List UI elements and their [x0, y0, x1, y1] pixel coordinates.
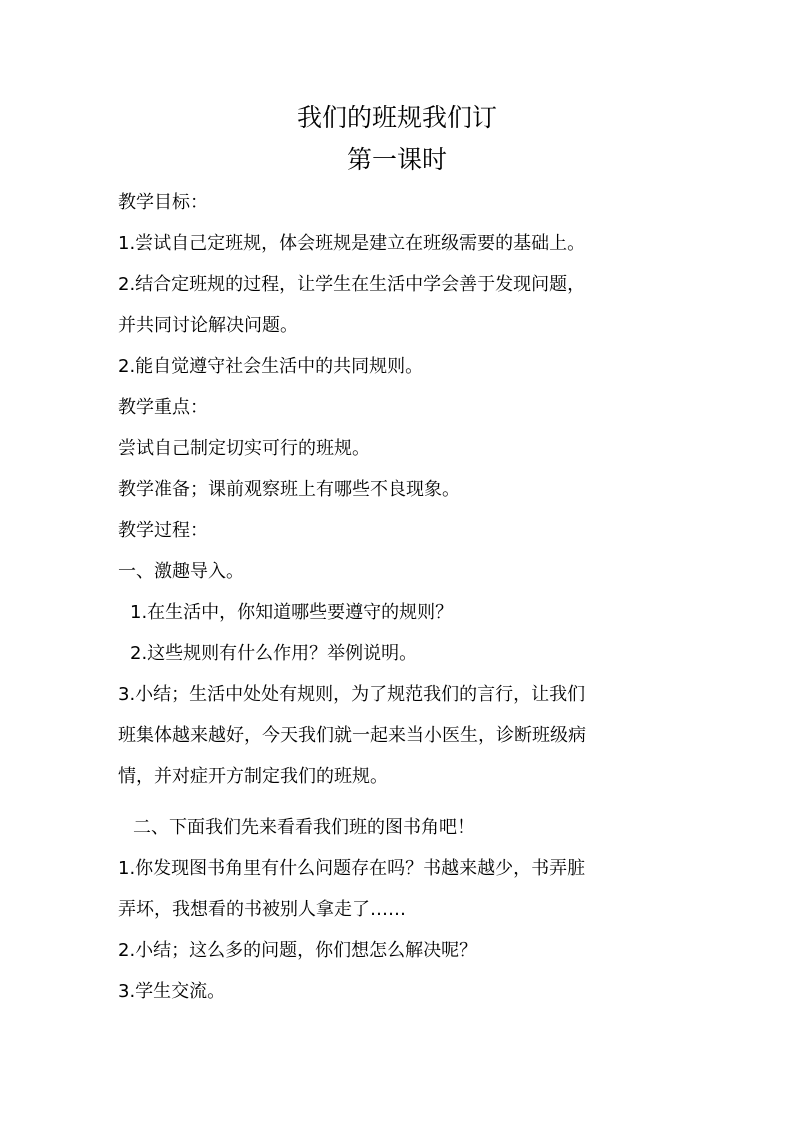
paragraph-line: 2.小结；这么多的问题，你们想怎么解决呢？ — [118, 940, 478, 961]
section-heading: 二、下面我们先来看看我们班的图书角吧！ — [133, 817, 475, 838]
paragraph-line: 弄坏，我想看的书被别人拿走了…… — [118, 899, 406, 920]
paragraph-line: 1.你发现图书角里有什么问题存在吗？书越来越少，书弄脏 — [118, 858, 586, 879]
lesson-subtitle: 第一课时 — [346, 145, 447, 174]
paragraph-line: 情，并对症开方制定我们的班规。 — [118, 766, 388, 787]
heading-teaching-goals: 教学目标： — [118, 192, 208, 213]
paragraph-line: 并共同讨论解决问题。 — [118, 315, 298, 336]
paragraph-line: 教学准备；课前观察班上有哪些不良现象。 — [118, 479, 460, 500]
paragraph-line: 3.小结；生活中处处有规则，为了规范我们的言行，让我们 — [118, 684, 586, 705]
paragraph-line: 1.在生活中，你知道哪些要遵守的规则？ — [130, 602, 454, 623]
paragraph-line: 2.结合定班规的过程，让学生在生活中学会善于发现问题， — [118, 274, 586, 295]
paragraph-line: 1.尝试自己定班规，体会班规是建立在班级需要的基础上。 — [118, 233, 586, 254]
paragraph-line: 2.能自觉遵守社会生活中的共同规则。 — [118, 356, 424, 377]
paragraph-line: 班集体越来越好，今天我们就一起来当小医生，诊断班级病 — [118, 725, 586, 746]
paragraph-line: 3.学生交流。 — [118, 981, 226, 1002]
heading-teaching-process: 教学过程： — [118, 520, 208, 541]
heading-key-points: 教学重点： — [118, 397, 208, 418]
paragraph-line: 尝试自己制定切实可行的班规。 — [118, 438, 370, 459]
document-title: 我们的班规我们订 — [296, 103, 497, 132]
paragraph-line: 2.这些规则有什么作用？举例说明。 — [130, 643, 418, 664]
section-heading: 一、激趣导入。 — [118, 561, 244, 582]
